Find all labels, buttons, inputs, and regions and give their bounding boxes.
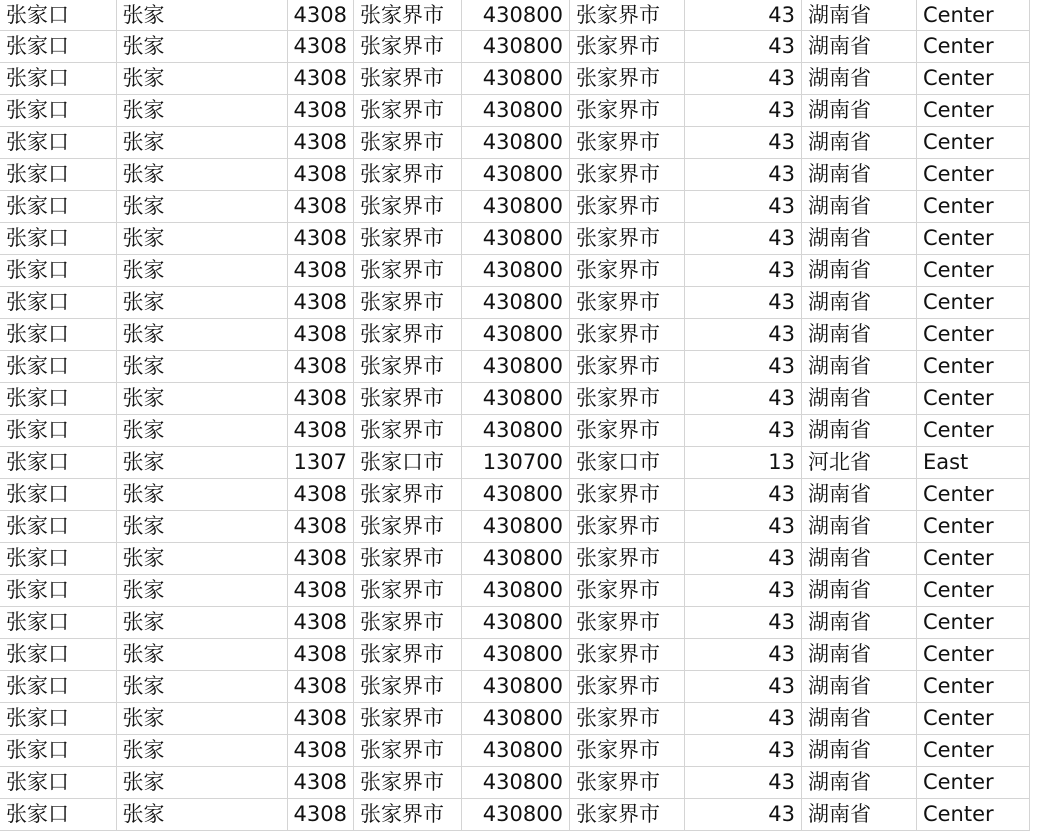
- cell-city-full-code[interactable]: 430800: [461, 287, 569, 319]
- cell-province-code[interactable]: 43: [684, 31, 801, 63]
- table-row: [0, 95, 1029, 127]
- cell-province-name[interactable]: 湖南省: [801, 703, 916, 735]
- cell-city-code[interactable]: 4308: [287, 767, 353, 799]
- cell-province-code[interactable]: 43: [684, 415, 801, 447]
- cell-short-name[interactable]: 张家: [116, 287, 287, 319]
- cell-city-code[interactable]: 4308: [287, 383, 353, 415]
- cell-short-name[interactable]: 张家: [116, 767, 287, 799]
- table-row: [0, 607, 1029, 639]
- cell-city-code[interactable]: 4308: [287, 671, 353, 703]
- table-row: [0, 639, 1029, 671]
- cell-short-name[interactable]: 张家: [116, 351, 287, 383]
- cell-city-name[interactable]: 张家界市: [353, 703, 461, 735]
- cell-short-name[interactable]: 张家: [116, 319, 287, 351]
- cell-city-name[interactable]: 张家界市: [353, 223, 461, 255]
- cell-city-code[interactable]: 4308: [287, 63, 353, 95]
- cell-province-code[interactable]: 43: [684, 703, 801, 735]
- cell-city-name-2[interactable]: 张家界市: [569, 31, 684, 63]
- table-row: [0, 447, 1029, 479]
- cell-city-name-2[interactable]: 张家界市: [569, 735, 684, 767]
- cell-province-code[interactable]: 43: [684, 511, 801, 543]
- cell-city-name[interactable]: 张家界市: [353, 255, 461, 287]
- cell-city-name-2[interactable]: 张家界市: [569, 95, 684, 127]
- cell-province-name[interactable]: 湖南省: [801, 127, 916, 159]
- cell-city-full-code[interactable]: 430800: [461, 31, 569, 63]
- cell-city-full-code[interactable]: 430800: [461, 511, 569, 543]
- cell-place-name[interactable]: 张家口: [0, 575, 116, 607]
- cell-city-name[interactable]: 张家界市: [353, 287, 461, 319]
- cell-city-name[interactable]: 张家界市: [353, 511, 461, 543]
- cell-province-code[interactable]: 43: [684, 287, 801, 319]
- cell-place-name[interactable]: 张家口: [0, 671, 116, 703]
- cell-city-name-2[interactable]: 张家界市: [569, 415, 684, 447]
- cell-province-code[interactable]: 43: [684, 479, 801, 511]
- cell-city-full-code[interactable]: 430800: [461, 383, 569, 415]
- cell-city-name[interactable]: 张家口市: [353, 447, 461, 479]
- cell-region[interactable]: Center: [916, 0, 1029, 31]
- cell-region[interactable]: Center: [916, 127, 1029, 159]
- cell-short-name[interactable]: 张家: [116, 95, 287, 127]
- cell-province-name[interactable]: 湖南省: [801, 95, 916, 127]
- cell-city-name-2[interactable]: 张家界市: [569, 703, 684, 735]
- cell-city-name-2[interactable]: 张家界市: [569, 287, 684, 319]
- cell-region[interactable]: Center: [916, 607, 1029, 639]
- cell-city-name-2[interactable]: 张家界市: [569, 479, 684, 511]
- cell-city-code[interactable]: 4308: [287, 255, 353, 287]
- cell-city-name[interactable]: 张家界市: [353, 31, 461, 63]
- table-row: [0, 191, 1029, 223]
- cell-city-name[interactable]: 张家界市: [353, 127, 461, 159]
- table-row: [0, 159, 1029, 191]
- cell-short-name[interactable]: 张家: [116, 191, 287, 223]
- cell-city-name-2[interactable]: 张家界市: [569, 671, 684, 703]
- cell-place-name[interactable]: 张家口: [0, 127, 116, 159]
- cell-province-code[interactable]: 43: [684, 735, 801, 767]
- cell-province-name[interactable]: 湖南省: [801, 319, 916, 351]
- cell-region[interactable]: Center: [916, 31, 1029, 63]
- cell-city-name-2[interactable]: 张家界市: [569, 0, 684, 31]
- table-row: [0, 31, 1029, 63]
- cell-place-name[interactable]: 张家口: [0, 639, 116, 671]
- cell-region[interactable]: Center: [916, 255, 1029, 287]
- cell-city-name-2[interactable]: 张家界市: [569, 639, 684, 671]
- cell-province-name[interactable]: 湖南省: [801, 415, 916, 447]
- cell-short-name[interactable]: 张家: [116, 159, 287, 191]
- cell-province-code[interactable]: 43: [684, 127, 801, 159]
- table-row: [0, 575, 1029, 607]
- cell-city-full-code[interactable]: 430800: [461, 127, 569, 159]
- cell-city-code[interactable]: 4308: [287, 319, 353, 351]
- cell-province-name[interactable]: 湖南省: [801, 255, 916, 287]
- cell-city-name-2[interactable]: 张家界市: [569, 511, 684, 543]
- cell-province-name[interactable]: 湖南省: [801, 799, 916, 831]
- cell-city-code[interactable]: 4308: [287, 415, 353, 447]
- cell-city-code[interactable]: 4308: [287, 351, 353, 383]
- cell-place-name[interactable]: 张家口: [0, 383, 116, 415]
- cell-short-name[interactable]: 张家: [116, 735, 287, 767]
- cell-province-code[interactable]: 43: [684, 0, 801, 31]
- cell-place-name[interactable]: 张家口: [0, 607, 116, 639]
- cell-province-code[interactable]: 43: [684, 639, 801, 671]
- cell-region[interactable]: Center: [916, 639, 1029, 671]
- cell-province-name[interactable]: 湖南省: [801, 639, 916, 671]
- cell-province-code[interactable]: 43: [684, 63, 801, 95]
- cell-short-name[interactable]: 张家: [116, 0, 287, 31]
- cell-short-name[interactable]: 张家: [116, 671, 287, 703]
- cell-place-name[interactable]: 张家口: [0, 447, 116, 479]
- cell-region[interactable]: Center: [916, 703, 1029, 735]
- cell-province-name[interactable]: 湖南省: [801, 671, 916, 703]
- cell-short-name[interactable]: 张家: [116, 575, 287, 607]
- cell-region[interactable]: Center: [916, 223, 1029, 255]
- cell-region[interactable]: Center: [916, 511, 1029, 543]
- cell-province-name[interactable]: 湖南省: [801, 31, 916, 63]
- cell-place-name[interactable]: 张家口: [0, 191, 116, 223]
- cell-city-name-2[interactable]: 张家界市: [569, 319, 684, 351]
- cell-province-name[interactable]: 湖南省: [801, 63, 916, 95]
- cell-place-name[interactable]: 张家口: [0, 735, 116, 767]
- cell-city-name[interactable]: 张家界市: [353, 191, 461, 223]
- cell-place-name[interactable]: 张家口: [0, 543, 116, 575]
- table-row: [0, 255, 1029, 287]
- cell-city-name[interactable]: 张家界市: [353, 767, 461, 799]
- cell-city-full-code[interactable]: 430800: [461, 703, 569, 735]
- cell-province-name[interactable]: 湖南省: [801, 351, 916, 383]
- cell-region[interactable]: Center: [916, 319, 1029, 351]
- cell-province-code[interactable]: 43: [684, 543, 801, 575]
- cell-city-name[interactable]: 张家界市: [353, 735, 461, 767]
- cell-city-name[interactable]: 张家界市: [353, 319, 461, 351]
- table-row: [0, 0, 1029, 31]
- cell-city-name[interactable]: 张家界市: [353, 671, 461, 703]
- table-row: [0, 703, 1029, 735]
- cell-short-name[interactable]: 张家: [116, 383, 287, 415]
- cell-city-full-code[interactable]: 430800: [461, 159, 569, 191]
- cell-city-name-2[interactable]: 张家界市: [569, 351, 684, 383]
- cell-city-name-2[interactable]: 张家界市: [569, 607, 684, 639]
- cell-city-name[interactable]: 张家界市: [353, 543, 461, 575]
- table-row: [0, 319, 1029, 351]
- cell-city-full-code[interactable]: 430800: [461, 607, 569, 639]
- cell-region[interactable]: Center: [916, 415, 1029, 447]
- cell-city-code[interactable]: 4308: [287, 607, 353, 639]
- cell-place-name[interactable]: 张家口: [0, 255, 116, 287]
- cell-city-full-code[interactable]: 430800: [461, 415, 569, 447]
- cell-city-code[interactable]: 4308: [287, 191, 353, 223]
- cell-city-code[interactable]: 4308: [287, 223, 353, 255]
- cell-city-name-2[interactable]: 张家界市: [569, 223, 684, 255]
- cell-province-code[interactable]: 43: [684, 767, 801, 799]
- cell-city-code[interactable]: 4308: [287, 159, 353, 191]
- table-row: [0, 127, 1029, 159]
- cell-city-full-code[interactable]: 430800: [461, 255, 569, 287]
- cell-region[interactable]: Center: [916, 479, 1029, 511]
- cell-city-name[interactable]: 张家界市: [353, 607, 461, 639]
- cell-province-code[interactable]: 43: [684, 383, 801, 415]
- cell-province-code[interactable]: 43: [684, 159, 801, 191]
- cell-province-name[interactable]: 湖南省: [801, 191, 916, 223]
- cell-city-name[interactable]: 张家界市: [353, 63, 461, 95]
- cell-place-name[interactable]: 张家口: [0, 351, 116, 383]
- cell-short-name[interactable]: 张家: [116, 63, 287, 95]
- cell-short-name[interactable]: 张家: [116, 511, 287, 543]
- cell-province-code[interactable]: 43: [684, 223, 801, 255]
- cell-region[interactable]: Center: [916, 351, 1029, 383]
- table-row: [0, 287, 1029, 319]
- cell-region[interactable]: Center: [916, 671, 1029, 703]
- table-row: [0, 63, 1029, 95]
- cell-city-code[interactable]: 4308: [287, 639, 353, 671]
- cell-city-name-2[interactable]: 张家界市: [569, 127, 684, 159]
- cell-city-name-2[interactable]: 张家界市: [569, 575, 684, 607]
- cell-province-name[interactable]: 湖南省: [801, 511, 916, 543]
- cell-city-full-code[interactable]: 430800: [461, 319, 569, 351]
- cell-city-name[interactable]: 张家界市: [353, 351, 461, 383]
- cell-city-full-code[interactable]: 430800: [461, 191, 569, 223]
- cell-province-code[interactable]: 43: [684, 671, 801, 703]
- cell-province-name[interactable]: 湖南省: [801, 0, 916, 31]
- cell-region[interactable]: Center: [916, 799, 1029, 831]
- cell-short-name[interactable]: 张家: [116, 223, 287, 255]
- cell-place-name[interactable]: 张家口: [0, 31, 116, 63]
- cell-short-name[interactable]: 张家: [116, 415, 287, 447]
- table-row: [0, 479, 1029, 511]
- cell-province-name[interactable]: 湖南省: [801, 159, 916, 191]
- cell-city-code[interactable]: 4308: [287, 31, 353, 63]
- cell-city-name-2[interactable]: 张家界市: [569, 191, 684, 223]
- cell-place-name[interactable]: 张家口: [0, 767, 116, 799]
- cell-city-name[interactable]: 张家界市: [353, 95, 461, 127]
- cell-city-full-code[interactable]: 130700: [461, 447, 569, 479]
- cell-province-name[interactable]: 湖南省: [801, 575, 916, 607]
- cell-region[interactable]: Center: [916, 575, 1029, 607]
- cell-city-name[interactable]: 张家界市: [353, 575, 461, 607]
- cell-city-full-code[interactable]: 430800: [461, 575, 569, 607]
- cell-city-name-2[interactable]: 张家界市: [569, 383, 684, 415]
- cell-city-name[interactable]: 张家界市: [353, 0, 461, 31]
- cell-province-code[interactable]: 43: [684, 575, 801, 607]
- cell-province-name[interactable]: 湖南省: [801, 543, 916, 575]
- cell-city-name[interactable]: 张家界市: [353, 415, 461, 447]
- cell-city-code[interactable]: 4308: [287, 799, 353, 831]
- cell-province-code[interactable]: 43: [684, 95, 801, 127]
- table-row: [0, 799, 1029, 831]
- cell-province-name[interactable]: 湖南省: [801, 223, 916, 255]
- cell-city-name-2[interactable]: 张家界市: [569, 63, 684, 95]
- cell-city-code[interactable]: 4308: [287, 511, 353, 543]
- cell-city-name-2[interactable]: 张家界市: [569, 799, 684, 831]
- cell-short-name[interactable]: 张家: [116, 543, 287, 575]
- cell-province-code[interactable]: 43: [684, 351, 801, 383]
- cell-short-name[interactable]: 张家: [116, 479, 287, 511]
- table-row: [0, 383, 1029, 415]
- cell-province-name[interactable]: 湖南省: [801, 287, 916, 319]
- cell-place-name[interactable]: 张家口: [0, 319, 116, 351]
- cell-short-name[interactable]: 张家: [116, 31, 287, 63]
- cell-province-name[interactable]: 湖南省: [801, 607, 916, 639]
- table-row: [0, 543, 1029, 575]
- cell-region[interactable]: Center: [916, 191, 1029, 223]
- cell-city-full-code[interactable]: 430800: [461, 639, 569, 671]
- cell-city-full-code[interactable]: 430800: [461, 799, 569, 831]
- table-row: [0, 767, 1029, 799]
- cell-short-name[interactable]: 张家: [116, 447, 287, 479]
- cell-province-code[interactable]: 43: [684, 255, 801, 287]
- cell-city-name-2[interactable]: 张家界市: [569, 159, 684, 191]
- cell-short-name[interactable]: 张家: [116, 799, 287, 831]
- cell-region[interactable]: Center: [916, 735, 1029, 767]
- cell-region[interactable]: Center: [916, 767, 1029, 799]
- cell-city-code[interactable]: 4308: [287, 287, 353, 319]
- cell-city-code[interactable]: 4308: [287, 127, 353, 159]
- cell-city-name-2[interactable]: 张家界市: [569, 255, 684, 287]
- cell-city-full-code[interactable]: 430800: [461, 735, 569, 767]
- table-row: [0, 415, 1029, 447]
- cell-province-name[interactable]: 湖南省: [801, 479, 916, 511]
- cell-region[interactable]: Center: [916, 95, 1029, 127]
- cell-city-name[interactable]: 张家界市: [353, 383, 461, 415]
- cell-place-name[interactable]: 张家口: [0, 0, 116, 31]
- cell-province-name[interactable]: 河北省: [801, 447, 916, 479]
- cell-city-full-code[interactable]: 430800: [461, 767, 569, 799]
- cell-place-name[interactable]: 张家口: [0, 95, 116, 127]
- table-row: [0, 511, 1029, 543]
- cell-city-code[interactable]: 1307: [287, 447, 353, 479]
- cell-short-name[interactable]: 张家: [116, 607, 287, 639]
- cell-region[interactable]: East: [916, 447, 1029, 479]
- cell-city-full-code[interactable]: 430800: [461, 351, 569, 383]
- cell-city-full-code[interactable]: 430800: [461, 95, 569, 127]
- cell-short-name[interactable]: 张家: [116, 703, 287, 735]
- cell-province-code[interactable]: 43: [684, 607, 801, 639]
- cell-short-name[interactable]: 张家: [116, 255, 287, 287]
- cell-place-name[interactable]: 张家口: [0, 415, 116, 447]
- cell-region[interactable]: Center: [916, 383, 1029, 415]
- cell-province-name[interactable]: 湖南省: [801, 383, 916, 415]
- cell-place-name[interactable]: 张家口: [0, 799, 116, 831]
- cell-city-full-code[interactable]: 430800: [461, 0, 569, 31]
- cell-region[interactable]: Center: [916, 63, 1029, 95]
- table-row: [0, 351, 1029, 383]
- cell-city-code[interactable]: 4308: [287, 543, 353, 575]
- cell-province-name[interactable]: 湖南省: [801, 767, 916, 799]
- cell-city-full-code[interactable]: 430800: [461, 223, 569, 255]
- cell-city-code[interactable]: 4308: [287, 479, 353, 511]
- cell-place-name[interactable]: 张家口: [0, 63, 116, 95]
- cell-city-full-code[interactable]: 430800: [461, 479, 569, 511]
- cell-city-code[interactable]: 4308: [287, 703, 353, 735]
- cell-city-name[interactable]: 张家界市: [353, 639, 461, 671]
- cell-city-name[interactable]: 张家界市: [353, 799, 461, 831]
- cell-region[interactable]: Center: [916, 287, 1029, 319]
- cell-province-code[interactable]: 43: [684, 191, 801, 223]
- cell-city-name[interactable]: 张家界市: [353, 479, 461, 511]
- cell-city-code[interactable]: 4308: [287, 575, 353, 607]
- cell-province-code[interactable]: 13: [684, 447, 801, 479]
- cell-city-full-code[interactable]: 430800: [461, 63, 569, 95]
- cell-province-code[interactable]: 43: [684, 799, 801, 831]
- cell-place-name[interactable]: 张家口: [0, 703, 116, 735]
- cell-city-code[interactable]: 4308: [287, 95, 353, 127]
- cell-short-name[interactable]: 张家: [116, 639, 287, 671]
- cell-city-full-code[interactable]: 430800: [461, 671, 569, 703]
- cell-province-name[interactable]: 湖南省: [801, 735, 916, 767]
- cell-city-code[interactable]: 4308: [287, 735, 353, 767]
- cell-city-code[interactable]: 4308: [287, 0, 353, 31]
- table-row: [0, 671, 1029, 703]
- cell-place-name[interactable]: 张家口: [0, 287, 116, 319]
- cell-place-name[interactable]: 张家口: [0, 511, 116, 543]
- cell-city-name-2[interactable]: 张家口市: [569, 447, 684, 479]
- cell-place-name[interactable]: 张家口: [0, 223, 116, 255]
- cell-region[interactable]: Center: [916, 159, 1029, 191]
- cell-city-full-code[interactable]: 430800: [461, 543, 569, 575]
- cell-province-code[interactable]: 43: [684, 319, 801, 351]
- table-row: [0, 223, 1029, 255]
- cell-region[interactable]: Center: [916, 543, 1029, 575]
- table-row: [0, 735, 1029, 767]
- cell-place-name[interactable]: 张家口: [0, 159, 116, 191]
- cell-place-name[interactable]: 张家口: [0, 479, 116, 511]
- cell-short-name[interactable]: 张家: [116, 127, 287, 159]
- cell-city-name-2[interactable]: 张家界市: [569, 767, 684, 799]
- cell-city-name-2[interactable]: 张家界市: [569, 543, 684, 575]
- cell-city-name[interactable]: 张家界市: [353, 159, 461, 191]
